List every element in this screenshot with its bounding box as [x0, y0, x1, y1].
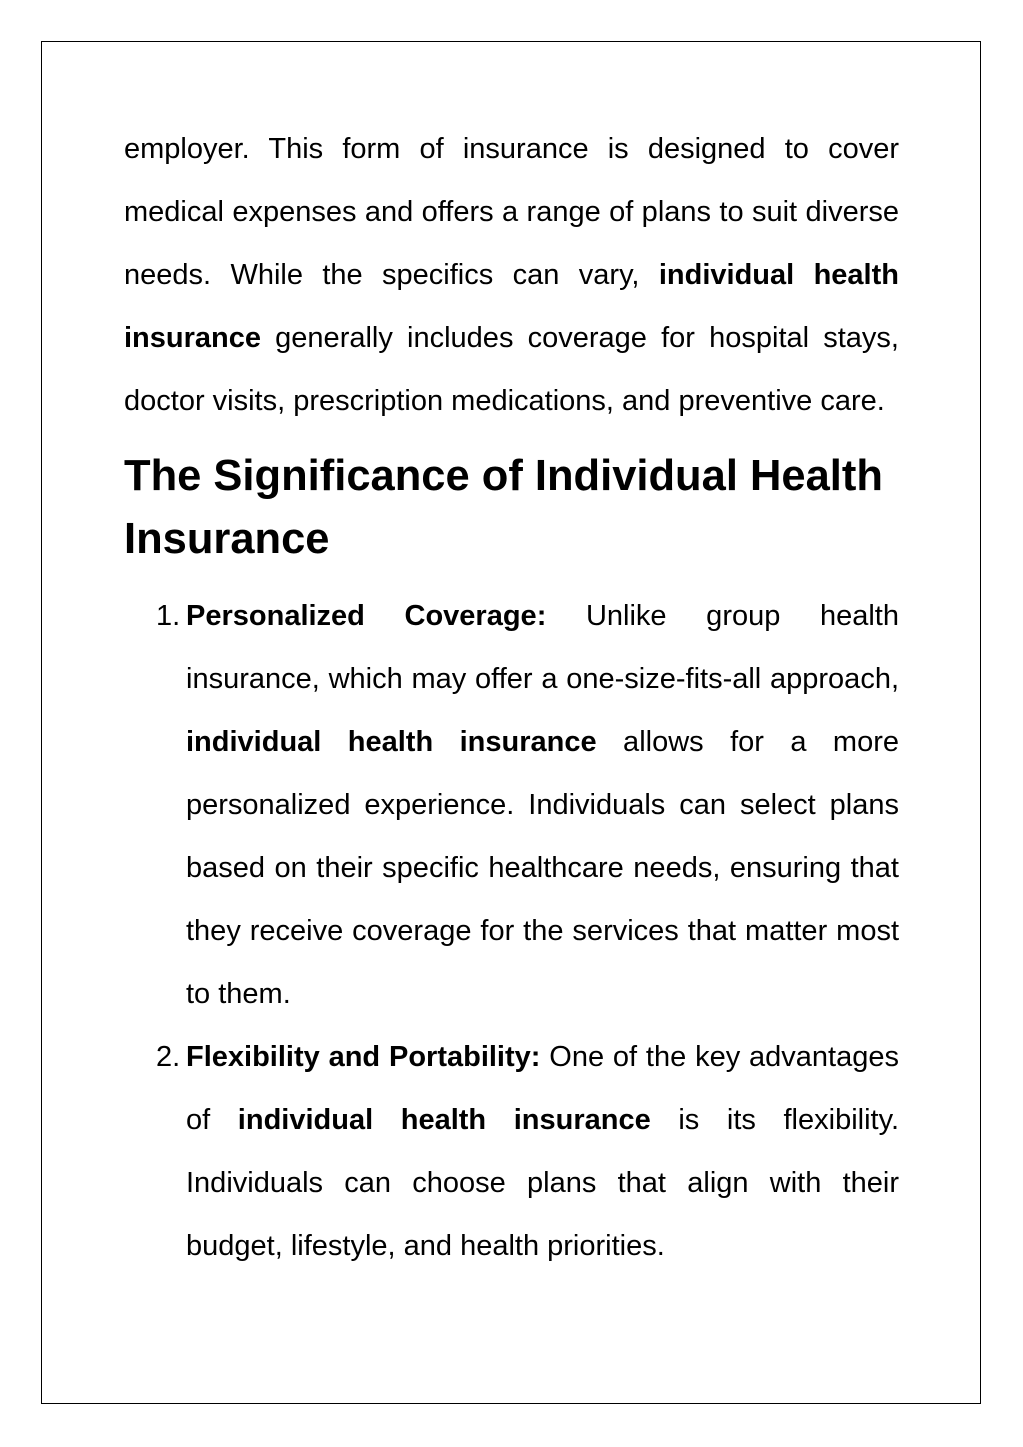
intro-bold-term: individual health insurance — [124, 259, 899, 354]
list-item-title: Flexibility and Portability: — [186, 1041, 541, 1073]
list-number: 1. — [156, 600, 181, 632]
list-number: 2. — [156, 1041, 181, 1073]
list-item-text-1: Unlike group health insurance, which may offer a one-size-fits-all approach, — [186, 600, 899, 695]
list-item-text-2: is its flexibility. Individuals can choose plans that align with their budget, lifestyle, and health priorities. — [186, 1104, 899, 1262]
list-item — [124, 585, 899, 1026]
list-item-text-2: allows for a more personalized experience. Individuals can select plans based on their specific healthcare needs, ensuring that they receive coverage for the services that matter most to them. — [186, 726, 900, 1010]
list-item-title: Personalized Coverage: — [186, 600, 547, 632]
document-body — [124, 118, 899, 1278]
numbered-list — [124, 585, 899, 1278]
list-item-bold-term: individual health insurance — [186, 726, 597, 758]
section-heading: The Significance of Individual Health Insurance — [124, 452, 883, 563]
intro-text-2: generally includes coverage for hospital stays, doctor visits, prescription medications, and preventive care. — [124, 322, 899, 417]
intro-text-1: employer. This form of insurance is designed to cover medical expenses and offers a range of plans to suit diverse needs. While the specifics can vary, — [124, 133, 899, 291]
list-item-bold-term: individual health insurance — [237, 1104, 651, 1136]
list-item-text-1: One of the key advantages of — [186, 1041, 899, 1136]
intro-paragraph — [124, 118, 899, 433]
list-item — [124, 1026, 899, 1278]
